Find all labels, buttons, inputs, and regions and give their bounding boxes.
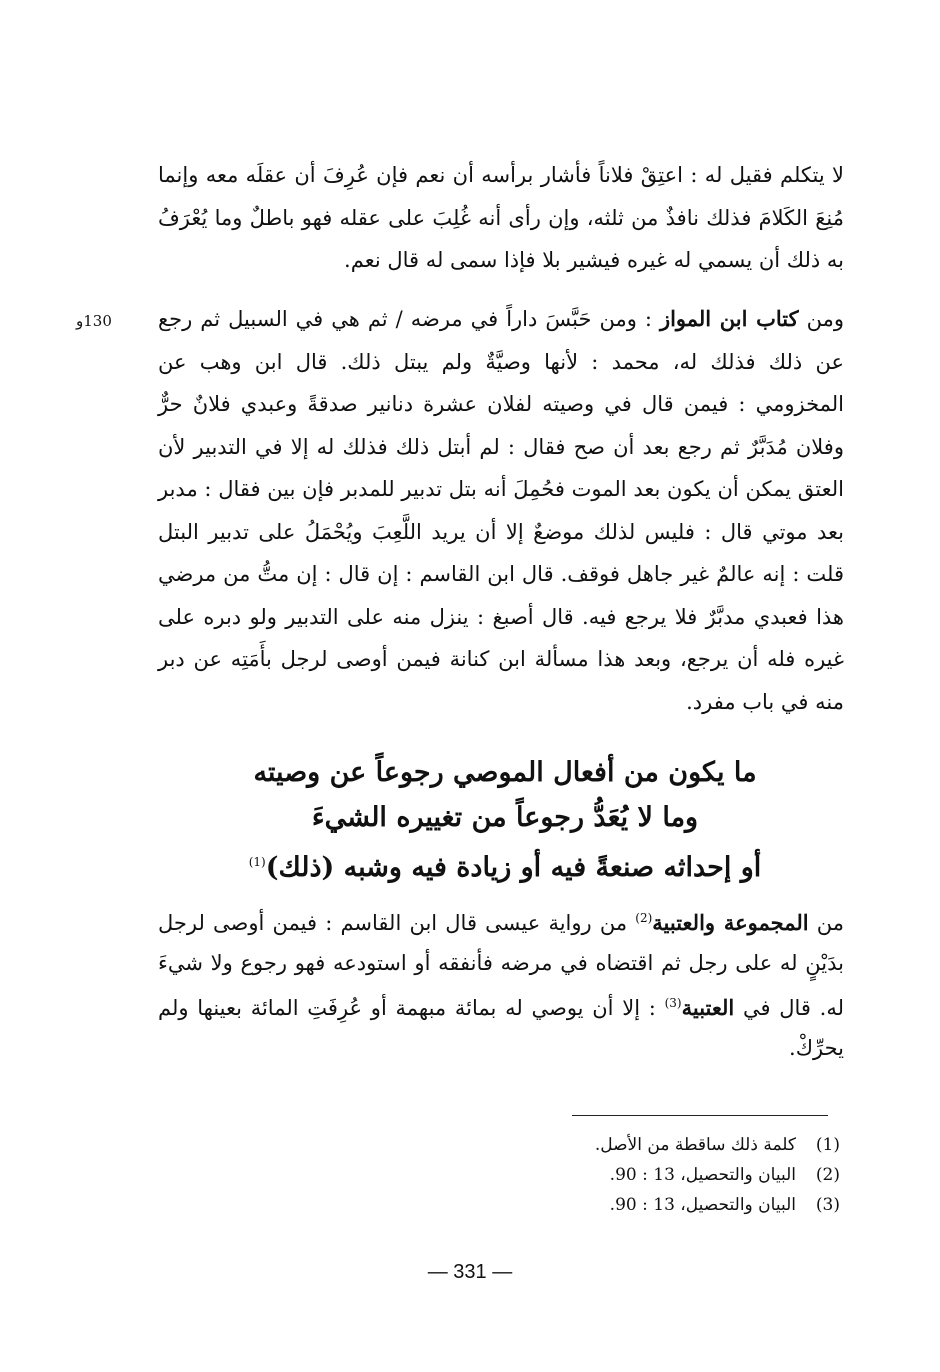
p3-source-title-1: المجموعة والعتبية [652, 910, 809, 935]
footnote-divider [572, 1115, 828, 1116]
p2-text: : ومن حَبَّسَ داراً في مرضه / ثم هي في السبيل ثم رجع عن ذلك فذلك له، محمد : لأنها وصيَّةٌ ولم يبتل ذلك. قال ابن وهب عن المخزومي : فيمن قال في وصيته لفلان عشرة دنانير صدقةً وعبدي فلانٌ حرٌّ وفلان مُدَبَّرٌ ثم رجع بعد أن صح فقال : لم أبتل ذلك فذلك له إلا في التدبير لأن العتق يمكن أن يكون بعد الموت فحُمِلَ أنه بتل تدبير للمدبر فإن بين فقال : مدبر بعد موتي قال : فليس لذلك موضعٌ إلا أن يريد اللَّعِبَ ويُحْمَلُ على تدبير البتل قلت : إنه عالمٌ غير جاهل فوقف. قال ابن القاسم : إن قال : إن متُّ من مرضي هذا فعبدي مدبَّرٌ فلا يرجع فيه. قال أصبغ : ينزل منه على التدبير ولو دبره على غيره فله أن يرجع، وبعد هذا مسألة ابن كنانة فيمن أوصى لرجل بأَمَتِه عن دبر منه في باب مفرد. [158, 307, 844, 714]
heading-line-3 [200, 840, 810, 890]
paragraph-1: لا يتكلم فقيل له : اعتِقْ فلاناً فأشار برأسه أن نعم فإن عُرِفَ أن عقلَه معه وإنما مُنِعَ الكَلامَ فذلك نافذٌ من ثلثه، وإن رأى أنه غُلِبَ على عقله فهو باطلٌ وما يُعْرَفُ به ذلك أن يسمي له غيره فيشير بلا فإذا سمى له قال نعم. [158, 163, 844, 272]
p3-footnote-ref-3: (3) [664, 996, 682, 1010]
footnote-text: كلمة ذلك ساقطة من الأصل. [594, 1135, 796, 1155]
page-number: — 331 — [427, 1261, 513, 1283]
heading-line-3-text: أو إحداثه صنعةً فيه أو زيادة فيه وشبه (ذلك) [265, 852, 762, 883]
paragraph-2 [158, 298, 844, 723]
p3-text-mid: من رواية عيسى قال ابن القاسم : فيمن أوصى لرجل بدَيْنٍ له على رجل ثم اقتضاه في مرضه فأنفقه أو استودعه فهو رجوع ولا شيءَ له. قال في [158, 911, 844, 1020]
p3-source-title-2: العتبية [681, 995, 735, 1020]
p3-footnote-ref-2: (2) [635, 911, 653, 925]
p3-text-end: : إلا أن يوصي له بمائة مبهمة أو عُرِفَتِ المائة بعينها ولم يحرِّكْ. [158, 996, 844, 1060]
footnote-text: البيان والتحصيل، 13 : 90. [609, 1195, 796, 1215]
footnote-2 [560, 1160, 840, 1190]
paragraph-3 [158, 898, 844, 1068]
p2-source-title: كتاب ابن المواز [659, 306, 799, 331]
footnote-1 [560, 1130, 840, 1160]
footnote-3 [560, 1190, 840, 1220]
footnote-number: (1) [815, 1135, 840, 1155]
heading-line-1: ما يكون من أفعال الموصي رجوعاً عن وصيته [253, 757, 757, 788]
heading-line-2: وما لا يُعَدُّ رجوعاً من تغييره الشيءَ [311, 802, 699, 833]
p2-lead: ومن [798, 307, 844, 331]
footnote-number: (2) [815, 1165, 840, 1185]
footnotes [560, 1130, 840, 1220]
folio-margin-note: 130و [76, 312, 112, 330]
footnote-number: (3) [815, 1195, 840, 1215]
section-heading [200, 750, 810, 890]
p3-lead: من [808, 911, 844, 935]
heading-footnote-ref: (1) [248, 855, 266, 869]
footnote-text: البيان والتحصيل، 13 : 90. [609, 1165, 796, 1185]
